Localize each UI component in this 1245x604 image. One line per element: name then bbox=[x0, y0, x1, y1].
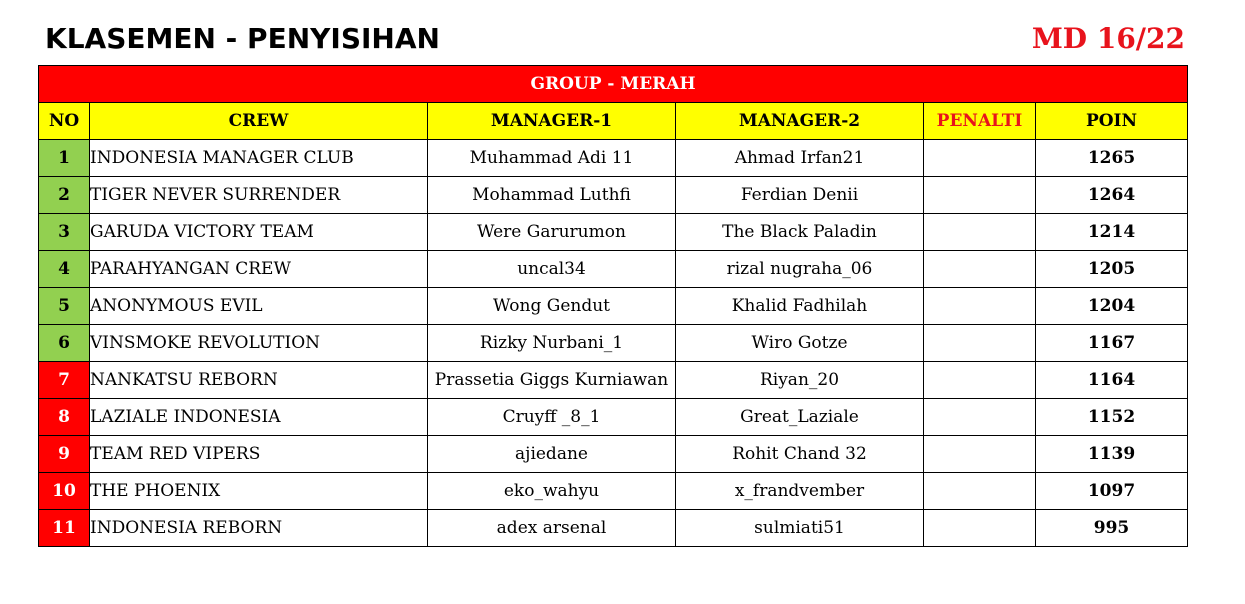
standings-body bbox=[39, 140, 1188, 547]
crew-cell: TEAM RED VIPERS bbox=[90, 436, 428, 473]
table-row bbox=[39, 177, 1188, 214]
manager1-cell: ajiedane bbox=[428, 436, 676, 473]
rank-cell: 1 bbox=[39, 140, 90, 177]
table-row bbox=[39, 362, 1188, 399]
manager1-cell: Wong Gendut bbox=[428, 288, 676, 325]
manager2-cell: Ahmad Irfan21 bbox=[676, 140, 924, 177]
manager2-cell: Great_Laziale bbox=[676, 399, 924, 436]
crew-cell: NANKATSU REBORN bbox=[90, 362, 428, 399]
rank-cell: 6 bbox=[39, 325, 90, 362]
manager2-cell: The Black Paladin bbox=[676, 214, 924, 251]
manager1-cell: Were Garurumon bbox=[428, 214, 676, 251]
crew-cell: TIGER NEVER SURRENDER bbox=[90, 177, 428, 214]
penalti-cell bbox=[924, 177, 1036, 214]
rank-cell: 3 bbox=[39, 214, 90, 251]
rank-cell: 5 bbox=[39, 288, 90, 325]
manager2-cell: Riyan_20 bbox=[676, 362, 924, 399]
poin-cell: 1204 bbox=[1036, 288, 1188, 325]
poin-cell: 1264 bbox=[1036, 177, 1188, 214]
manager1-cell: Mohammad Luthfi bbox=[428, 177, 676, 214]
table-row bbox=[39, 473, 1188, 510]
table-row bbox=[39, 214, 1188, 251]
column-header-no: NO bbox=[39, 103, 90, 140]
poin-cell: 1205 bbox=[1036, 251, 1188, 288]
penalti-cell bbox=[924, 436, 1036, 473]
crew-cell: THE PHOENIX bbox=[90, 473, 428, 510]
table-row bbox=[39, 288, 1188, 325]
rank-cell: 4 bbox=[39, 251, 90, 288]
rank-cell: 11 bbox=[39, 510, 90, 547]
standings-table bbox=[38, 65, 1188, 547]
penalti-cell bbox=[924, 362, 1036, 399]
manager2-cell: x_frandvember bbox=[676, 473, 924, 510]
rank-cell: 8 bbox=[39, 399, 90, 436]
column-header-crew: CREW bbox=[90, 103, 428, 140]
manager1-cell: Muhammad Adi 11 bbox=[428, 140, 676, 177]
penalti-cell bbox=[924, 214, 1036, 251]
poin-cell: 1265 bbox=[1036, 140, 1188, 177]
manager1-cell: Rizky Nurbani_1 bbox=[428, 325, 676, 362]
manager1-cell: adex arsenal bbox=[428, 510, 676, 547]
poin-cell: 1164 bbox=[1036, 362, 1188, 399]
column-header-row bbox=[39, 103, 1188, 140]
group-title: GROUP - MERAH bbox=[39, 66, 1188, 103]
table-row bbox=[39, 251, 1188, 288]
crew-cell: PARAHYANGAN CREW bbox=[90, 251, 428, 288]
penalti-cell bbox=[924, 251, 1036, 288]
column-header-manager1: MANAGER-1 bbox=[428, 103, 676, 140]
penalti-cell bbox=[924, 510, 1036, 547]
penalti-cell bbox=[924, 399, 1036, 436]
manager2-cell: Khalid Fadhilah bbox=[676, 288, 924, 325]
table-row bbox=[39, 325, 1188, 362]
manager2-cell: Rohit Chand 32 bbox=[676, 436, 924, 473]
crew-cell: ANONYMOUS EVIL bbox=[90, 288, 428, 325]
penalti-cell bbox=[924, 288, 1036, 325]
poin-cell: 1167 bbox=[1036, 325, 1188, 362]
penalti-cell bbox=[924, 325, 1036, 362]
poin-cell: 995 bbox=[1036, 510, 1188, 547]
rank-cell: 10 bbox=[39, 473, 90, 510]
crew-cell: INDONESIA MANAGER CLUB bbox=[90, 140, 428, 177]
column-header-poin: POIN bbox=[1036, 103, 1188, 140]
crew-cell: INDONESIA REBORN bbox=[90, 510, 428, 547]
manager1-cell: Prassetia Giggs Kurniawan bbox=[428, 362, 676, 399]
crew-cell: GARUDA VICTORY TEAM bbox=[90, 214, 428, 251]
crew-cell: VINSMOKE REVOLUTION bbox=[90, 325, 428, 362]
manager2-cell: Ferdian Denii bbox=[676, 177, 924, 214]
penalti-cell bbox=[924, 140, 1036, 177]
rank-cell: 7 bbox=[39, 362, 90, 399]
rank-cell: 9 bbox=[39, 436, 90, 473]
manager2-cell: Wiro Gotze bbox=[676, 325, 924, 362]
manager1-cell: eko_wahyu bbox=[428, 473, 676, 510]
table-row bbox=[39, 140, 1188, 177]
manager1-cell: uncal34 bbox=[428, 251, 676, 288]
poin-cell: 1214 bbox=[1036, 214, 1188, 251]
table-row bbox=[39, 436, 1188, 473]
table-row bbox=[39, 510, 1188, 547]
manager2-cell: rizal nugraha_06 bbox=[676, 251, 924, 288]
page-title: KLASEMEN - PENYISIHAN bbox=[45, 22, 440, 55]
poin-cell: 1152 bbox=[1036, 399, 1188, 436]
manager2-cell: sulmiati51 bbox=[676, 510, 924, 547]
crew-cell: LAZIALE INDONESIA bbox=[90, 399, 428, 436]
column-header-penalti: PENALTI bbox=[924, 103, 1036, 140]
manager1-cell: Cruyff _8_1 bbox=[428, 399, 676, 436]
poin-cell: 1139 bbox=[1036, 436, 1188, 473]
column-header-manager2: MANAGER-2 bbox=[676, 103, 924, 140]
group-header-row bbox=[39, 66, 1188, 103]
poin-cell: 1097 bbox=[1036, 473, 1188, 510]
rank-cell: 2 bbox=[39, 177, 90, 214]
table-row bbox=[39, 399, 1188, 436]
penalti-cell bbox=[924, 473, 1036, 510]
matchday-label: MD 16/22 bbox=[1031, 22, 1185, 55]
